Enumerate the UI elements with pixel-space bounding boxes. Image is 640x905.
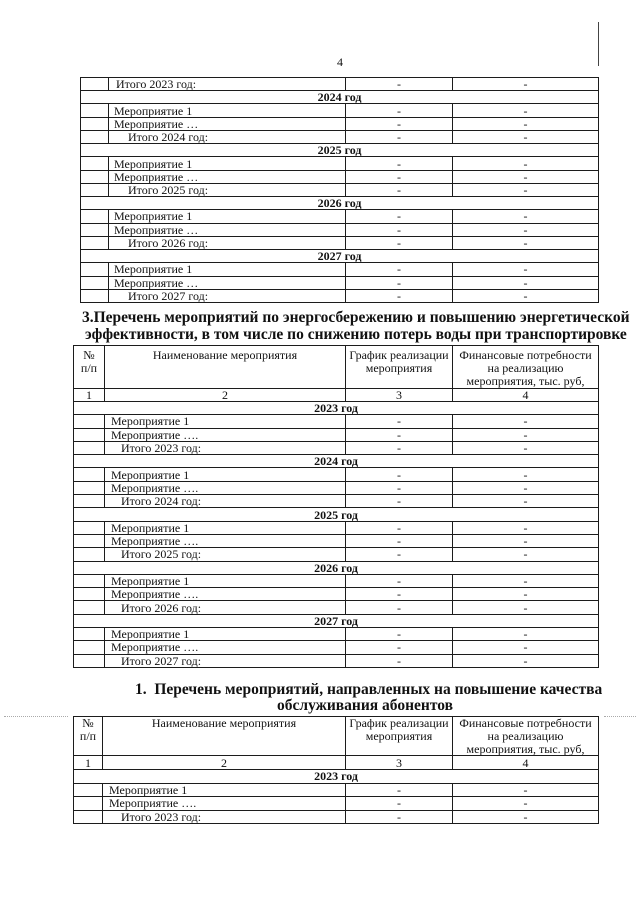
event-name: Мероприятие 1: [105, 415, 346, 427]
finance-column-header-text: на реализацию: [487, 729, 564, 743]
row-number-cell: [74, 415, 105, 427]
event-name: Мероприятие 1: [103, 784, 346, 797]
row-number-cell: [74, 797, 103, 810]
schedule-cell: -: [346, 442, 453, 454]
service-quality-events-table: [73, 716, 599, 824]
table-row: [74, 628, 599, 641]
row-number-cell: [74, 628, 105, 640]
year-label: 2025 год: [74, 508, 599, 520]
year-row: [74, 562, 599, 575]
table-row: [74, 641, 599, 654]
page-number: 4: [337, 55, 343, 69]
table-row: [74, 535, 599, 548]
table-header-row: [74, 717, 599, 756]
events-table-continued: [80, 77, 599, 303]
table-row: [74, 429, 599, 442]
event-name: Мероприятие 1: [105, 468, 346, 480]
total-label: Итого 2025 год:: [109, 184, 346, 196]
row-number-cell: [74, 482, 105, 494]
finance-cell: -: [453, 588, 599, 600]
schedule-cell: -: [346, 210, 453, 222]
finance-column-header-text: на реализацию: [487, 361, 564, 375]
year-row: [74, 770, 599, 784]
finance-column-header-text: мероприятия, тыс. руб,: [466, 374, 585, 388]
total-label: Итого 2024 год:: [109, 131, 346, 143]
column-number: 3: [346, 389, 453, 401]
schedule-column-header-text: мероприятия: [365, 361, 433, 375]
finance-cell: -: [453, 641, 599, 653]
finance-cell: -: [453, 655, 599, 667]
event-name: Мероприятие ….: [105, 641, 346, 653]
name-column-header: [105, 346, 346, 388]
total-label: Итого 2027 год:: [105, 655, 346, 667]
finance-column-header: [453, 346, 599, 388]
column-number: 2: [105, 389, 346, 401]
event-name: Мероприятие …: [109, 224, 346, 236]
row-number-cell: [74, 588, 105, 600]
row-number-cell: [74, 442, 105, 454]
finance-cell: -: [453, 495, 599, 507]
schedule-cell: -: [346, 655, 453, 667]
finance-column-header: [453, 717, 599, 755]
finance-column-header-text: мероприятия, тыс. руб,: [466, 742, 585, 755]
finance-column-header-text: Финансовые потребности: [459, 717, 592, 730]
schedule-cell: -: [346, 171, 453, 183]
row-number-cell: [74, 601, 105, 613]
table-header-row: [74, 346, 599, 389]
total-row: [74, 495, 599, 508]
finance-cell: -: [453, 601, 599, 613]
row-number-cell: [74, 575, 105, 587]
schedule-column-header: [346, 717, 453, 755]
row-number-cell: [81, 131, 109, 143]
finance-cell: -: [453, 131, 599, 143]
finance-cell: -: [453, 171, 599, 183]
finance-cell: -: [453, 468, 599, 480]
row-number-cell: [74, 535, 105, 547]
total-row: [74, 548, 599, 561]
table-row: [74, 468, 599, 481]
schedule-cell: -: [346, 429, 453, 441]
schedule-column-header-text: График реализации: [349, 348, 449, 362]
total-row: [81, 78, 599, 91]
schedule-cell: -: [346, 277, 453, 289]
row-number-cell: [81, 171, 109, 183]
schedule-cell: -: [346, 628, 453, 640]
finance-cell: -: [453, 522, 599, 534]
event-name: Мероприятие 1: [109, 157, 346, 169]
schedule-column-header-text: График реализации: [349, 717, 449, 730]
schedule-cell: -: [346, 548, 453, 560]
total-row: [74, 811, 599, 825]
finance-cell: -: [453, 628, 599, 640]
row-number-cell: [74, 548, 105, 560]
row-number-cell: [74, 429, 105, 441]
year-label: 2026 год: [81, 197, 599, 209]
finance-cell: -: [453, 277, 599, 289]
table-row: [81, 157, 599, 170]
finance-cell: -: [453, 575, 599, 587]
row-number-cell: [81, 277, 109, 289]
schedule-column-header-text: мероприятия: [365, 729, 433, 743]
finance-cell: -: [453, 797, 599, 810]
total-label: Итого 2026 год:: [109, 237, 346, 249]
year-row: [81, 197, 599, 210]
finance-column-header-text: Финансовые потребности: [459, 348, 592, 362]
total-row: [74, 442, 599, 455]
schedule-cell: -: [346, 482, 453, 494]
number-column-header: [74, 717, 103, 755]
schedule-cell: -: [346, 118, 453, 130]
finance-cell: -: [453, 548, 599, 560]
total-row: [74, 655, 599, 668]
table-row: [81, 263, 599, 276]
finance-cell: -: [453, 811, 599, 824]
event-name: Мероприятие ….: [103, 797, 346, 810]
year-row: [74, 455, 599, 468]
event-name: Мероприятие 1: [109, 104, 346, 116]
row-number-cell: [74, 784, 103, 797]
total-label: Итого 2026 год:: [105, 601, 346, 613]
column-number: 4: [453, 756, 599, 769]
schedule-cell: -: [346, 811, 453, 824]
row-number-cell: [81, 78, 109, 90]
section-3-title-line-2: эффективности, в том числе по снижению потерь воды при транспортировке: [85, 326, 627, 343]
scan-artifact-dotted-line: [4, 716, 68, 717]
total-row: [81, 290, 599, 303]
name-column-header-text: Наименование мероприятия: [152, 348, 298, 362]
year-row: [74, 402, 599, 415]
schedule-cell: -: [346, 290, 453, 302]
table-row: [74, 797, 599, 811]
row-number-cell: [74, 495, 105, 507]
table-row: [74, 575, 599, 588]
finance-cell: -: [453, 78, 599, 90]
row-number-cell: [74, 811, 103, 824]
finance-cell: -: [453, 237, 599, 249]
table-row: [81, 171, 599, 184]
number-column-header-text: №: [83, 348, 95, 362]
table-row: [81, 224, 599, 237]
column-number: 4: [453, 389, 599, 401]
finance-cell: -: [453, 184, 599, 196]
schedule-cell: -: [346, 237, 453, 249]
row-number-cell: [74, 522, 105, 534]
number-column-header-text: п/п: [80, 361, 98, 375]
section-1-title-line-2: обслуживания абонентов: [277, 697, 453, 714]
event-name: Мероприятие 1: [109, 210, 346, 222]
finance-cell: -: [453, 429, 599, 441]
event-name: Мероприятие 1: [109, 263, 346, 275]
total-label: Итого 2023 год:: [103, 811, 346, 824]
finance-cell: -: [453, 290, 599, 302]
schedule-cell: -: [346, 157, 453, 169]
table-row: [81, 104, 599, 117]
year-label: 2026 год: [74, 562, 599, 574]
table-row: [74, 522, 599, 535]
column-numbers-row: [74, 756, 599, 770]
scan-artifact-dotted-line: [604, 716, 636, 717]
table-row: [81, 118, 599, 131]
total-row: [74, 601, 599, 614]
schedule-cell: -: [346, 784, 453, 797]
total-label: Итого 2025 год:: [105, 548, 346, 560]
row-number-cell: [81, 237, 109, 249]
column-number: 1: [74, 756, 103, 769]
year-row: [81, 91, 599, 104]
total-label: Итого 2027 год:: [109, 290, 346, 302]
finance-cell: -: [453, 157, 599, 169]
table-row: [74, 588, 599, 601]
event-name: Мероприятие ….: [105, 482, 346, 494]
finance-cell: -: [453, 535, 599, 547]
table-row: [74, 415, 599, 428]
year-label: 2024 год: [74, 455, 599, 467]
event-name: Мероприятие ….: [105, 588, 346, 600]
section-1-title-line-1: 1. Перечень мероприятий, направленных на повышение качества: [135, 681, 603, 698]
column-number: 3: [346, 756, 453, 769]
number-column-header-text: №: [82, 717, 94, 730]
table-row: [81, 210, 599, 223]
finance-cell: -: [453, 482, 599, 494]
year-row: [81, 250, 599, 263]
name-column-header-text: Наименование мероприятия: [151, 717, 297, 730]
total-label: Итого 2024 год:: [105, 495, 346, 507]
row-number-cell: [81, 104, 109, 116]
schedule-cell: -: [346, 641, 453, 653]
year-label: 2025 год: [81, 144, 599, 156]
schedule-cell: -: [346, 224, 453, 236]
row-number-cell: [81, 224, 109, 236]
table-row: [74, 784, 599, 798]
year-label: 2023 год: [74, 402, 599, 414]
table-row: [81, 277, 599, 290]
scan-artifact-line: [598, 22, 599, 66]
event-name: Мероприятие …: [109, 171, 346, 183]
schedule-cell: -: [346, 575, 453, 587]
row-number-cell: [81, 290, 109, 302]
name-column-header: [103, 717, 346, 755]
schedule-cell: -: [346, 415, 453, 427]
total-label: Итого 2023 год:: [109, 78, 346, 90]
finance-cell: -: [453, 415, 599, 427]
schedule-cell: -: [346, 522, 453, 534]
total-row: [81, 237, 599, 250]
number-column-header: [74, 346, 105, 388]
finance-cell: -: [453, 442, 599, 454]
energy-saving-events-table: [73, 345, 599, 668]
schedule-column-header: [346, 346, 453, 388]
event-name: Мероприятие 1: [105, 522, 346, 534]
schedule-cell: -: [346, 263, 453, 275]
schedule-cell: -: [346, 797, 453, 810]
year-label: 2027 год: [81, 250, 599, 262]
schedule-cell: -: [346, 131, 453, 143]
finance-cell: -: [453, 118, 599, 130]
finance-cell: -: [453, 210, 599, 222]
row-number-cell: [81, 118, 109, 130]
event-name: Мероприятие 1: [105, 628, 346, 640]
total-row: [81, 184, 599, 197]
finance-cell: -: [453, 224, 599, 236]
column-number: 2: [103, 756, 346, 769]
schedule-cell: -: [346, 588, 453, 600]
row-number-cell: [74, 468, 105, 480]
finance-cell: -: [453, 263, 599, 275]
finance-cell: -: [453, 784, 599, 797]
schedule-cell: -: [346, 495, 453, 507]
event-name: Мероприятие 1: [105, 575, 346, 587]
total-row: [81, 131, 599, 144]
number-column-header-text: п/п: [79, 729, 97, 743]
row-number-cell: [81, 210, 109, 222]
event-name: Мероприятие …: [109, 118, 346, 130]
table-row: [74, 482, 599, 495]
schedule-cell: -: [346, 78, 453, 90]
section-3-title-line-1: 3.Перечень мероприятий по энергосбережению и повышению энергетической: [82, 309, 630, 326]
schedule-cell: -: [346, 104, 453, 116]
event-name: Мероприятие …: [109, 277, 346, 289]
year-label: 2023 год: [74, 770, 599, 783]
year-row: [81, 144, 599, 157]
event-name: Мероприятие ….: [105, 535, 346, 547]
row-number-cell: [74, 655, 105, 667]
row-number-cell: [81, 184, 109, 196]
schedule-cell: -: [346, 601, 453, 613]
schedule-cell: -: [346, 535, 453, 547]
column-numbers-row: [74, 389, 599, 402]
year-row: [74, 508, 599, 521]
finance-cell: -: [453, 104, 599, 116]
row-number-cell: [81, 157, 109, 169]
year-row: [74, 615, 599, 628]
column-number: 1: [74, 389, 105, 401]
total-label: Итого 2023 год:: [105, 442, 346, 454]
year-label: 2024 год: [81, 91, 599, 103]
row-number-cell: [81, 263, 109, 275]
year-label: 2027 год: [74, 615, 599, 627]
row-number-cell: [74, 641, 105, 653]
schedule-cell: -: [346, 184, 453, 196]
event-name: Мероприятие ….: [105, 429, 346, 441]
schedule-cell: -: [346, 468, 453, 480]
